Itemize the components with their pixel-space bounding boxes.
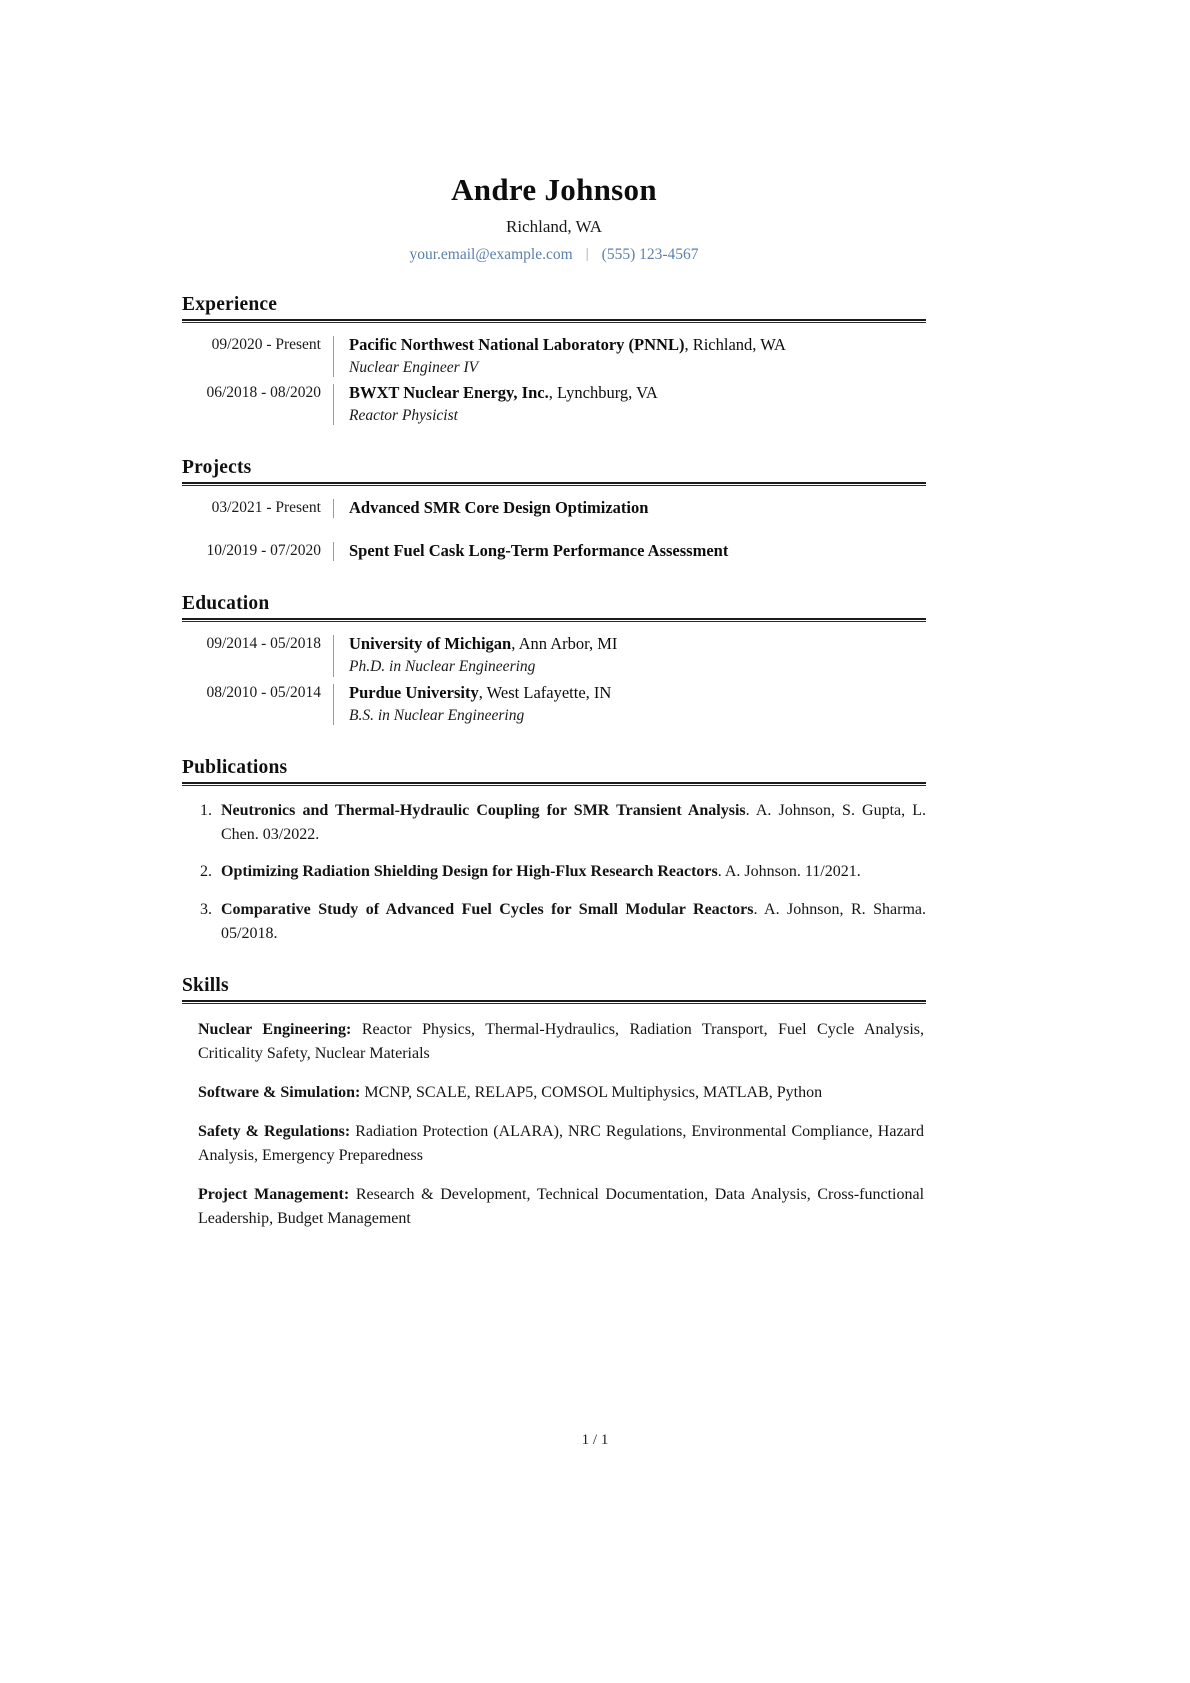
section-rule-thin [182,785,926,786]
publication-title: Neutronics and Thermal-Hydraulic Coupling for SMR Transient Analysis [221,802,746,820]
section-education [182,593,926,727]
projects-entries [182,496,926,563]
entry-heading [349,539,926,563]
publication-number: 3. [200,901,212,919]
section-rule [182,319,926,321]
entry-date: 10/2019 - 07/2020 [206,542,321,560]
entry-body [334,333,926,379]
publication-text [221,799,926,846]
section-title-education: Education [182,593,270,615]
entry-date: 03/2021 - Present [211,499,321,517]
entry-heading [349,381,926,405]
entry-date: 09/2020 - Present [211,335,321,353]
section-rule [182,1000,926,1002]
header-location: Richland, WA [505,216,602,236]
section-rule-thin [182,1003,926,1004]
section-experience [182,294,926,428]
skill-category: Nuclear Engineering: [198,1021,352,1039]
page-title: Andre Johnson [451,172,657,207]
publication-text [221,860,926,884]
section-title-projects: Projects [182,457,252,479]
entry-organization: BWXT Nuclear Energy, Inc. [349,383,549,403]
skill-values: Radiation Protection (ALARA), NRC Regulations, Environmental Compliance, Hazard Analysis, Emergency Preparedness [198,1123,924,1165]
entry-role: Nuclear Engineer IV [349,358,479,376]
entry-row [182,681,926,727]
entry-degree: Ph.D. in Nuclear Engineering [349,658,536,676]
entry-role: Reactor Physicist [349,406,458,424]
entry-row [182,381,926,427]
publication-meta: . A. Johnson. 11/2021. [717,863,861,881]
phone-number[interactable]: (555) 123-4567 [601,245,699,263]
entry-location: , Richland, WA [684,334,786,354]
section-title-skills: Skills [182,975,229,997]
entry-organization: Spent Fuel Cask Long-Term Performance Assessment [349,541,729,561]
entry-body [334,632,926,678]
publication-meta: . A. Johnson, S. Gupta, L. Chen. 03/2022. [221,802,926,843]
entry-body [334,496,926,520]
experience-entries [182,333,926,428]
section-rule [182,782,926,784]
entry-location: , Lynchburg, VA [548,383,658,403]
list-item [198,1081,924,1105]
entry-row [182,632,926,678]
list-item [198,1018,924,1066]
section-rule-thin [182,621,926,622]
entry-heading [349,333,926,357]
publications-list [182,799,926,945]
education-entries [182,632,926,727]
publication-title: Optimizing Radiation Shielding Design for High-Flux Research Reactors [221,863,718,881]
contact-separator: | [585,246,589,263]
entry-body [334,681,926,727]
section-rule [182,618,926,620]
entry-heading [349,632,926,656]
skill-category: Project Management: [198,1186,350,1204]
page-indicator: 1 / 1 [581,1432,609,1448]
publication-text [221,898,926,945]
entry-organization: University of Michigan [349,634,512,654]
list-item [198,1183,924,1231]
section-rule [182,482,926,484]
list-item [192,898,926,945]
section-publications [182,757,926,945]
entry-body [334,539,926,563]
section-rule-thin [182,485,926,486]
email-link[interactable]: your.email@example.com [409,245,573,263]
entry-row [182,333,926,379]
skill-values: MCNP, SCALE, RELAP5, COMSOL Multiphysics, MATLAB, Python [360,1084,823,1102]
entry-organization: Advanced SMR Core Design Optimization [349,498,649,518]
section-title-publications: Publications [182,757,288,779]
skill-values: Research & Development, Technical Documentation, Data Analysis, Cross-functional Leadership, Budget Management [198,1186,925,1228]
entry-row [182,539,926,563]
entry-heading [349,681,926,705]
resume-content [182,0,926,1231]
section-projects [182,457,926,563]
entry-date: 09/2014 - 05/2018 [206,635,321,653]
skill-category: Safety & Regulations: [198,1123,351,1141]
resume-header [182,0,926,264]
publication-number: 1. [200,802,212,820]
publication-meta: . A. Johnson, R. Sharma. 05/2018. [221,901,927,942]
entry-body [334,381,926,427]
publication-title: Comparative Study of Advanced Fuel Cycles for Small Modular Reactors [221,901,754,919]
contact-line [182,246,926,264]
section-rule-thin [182,322,926,323]
skills-list [182,1018,926,1231]
entry-date: 06/2018 - 08/2020 [206,384,321,402]
entry-date: 08/2010 - 05/2014 [206,683,321,701]
entry-location: , Ann Arbor, MI [511,634,618,654]
entry-row [182,496,926,520]
skill-category: Software & Simulation: [198,1084,361,1102]
entry-organization: Purdue University [349,682,479,702]
list-item [192,860,926,884]
list-item [198,1120,924,1168]
entry-heading [349,496,926,520]
section-title-experience: Experience [182,293,278,315]
publication-number: 2. [200,863,212,881]
list-item [192,799,926,846]
skill-values: Reactor Physics, Thermal-Hydraulics, Radiation Transport, Fuel Cycle Analysis, Criticality Safety, Nuclear Materials [198,1021,924,1063]
entry-organization: Pacific Northwest National Laboratory (PNNL) [349,334,685,354]
entry-degree: B.S. in Nuclear Engineering [349,706,525,724]
entry-location: , West Lafayette, IN [478,682,612,702]
section-skills [182,975,926,1231]
